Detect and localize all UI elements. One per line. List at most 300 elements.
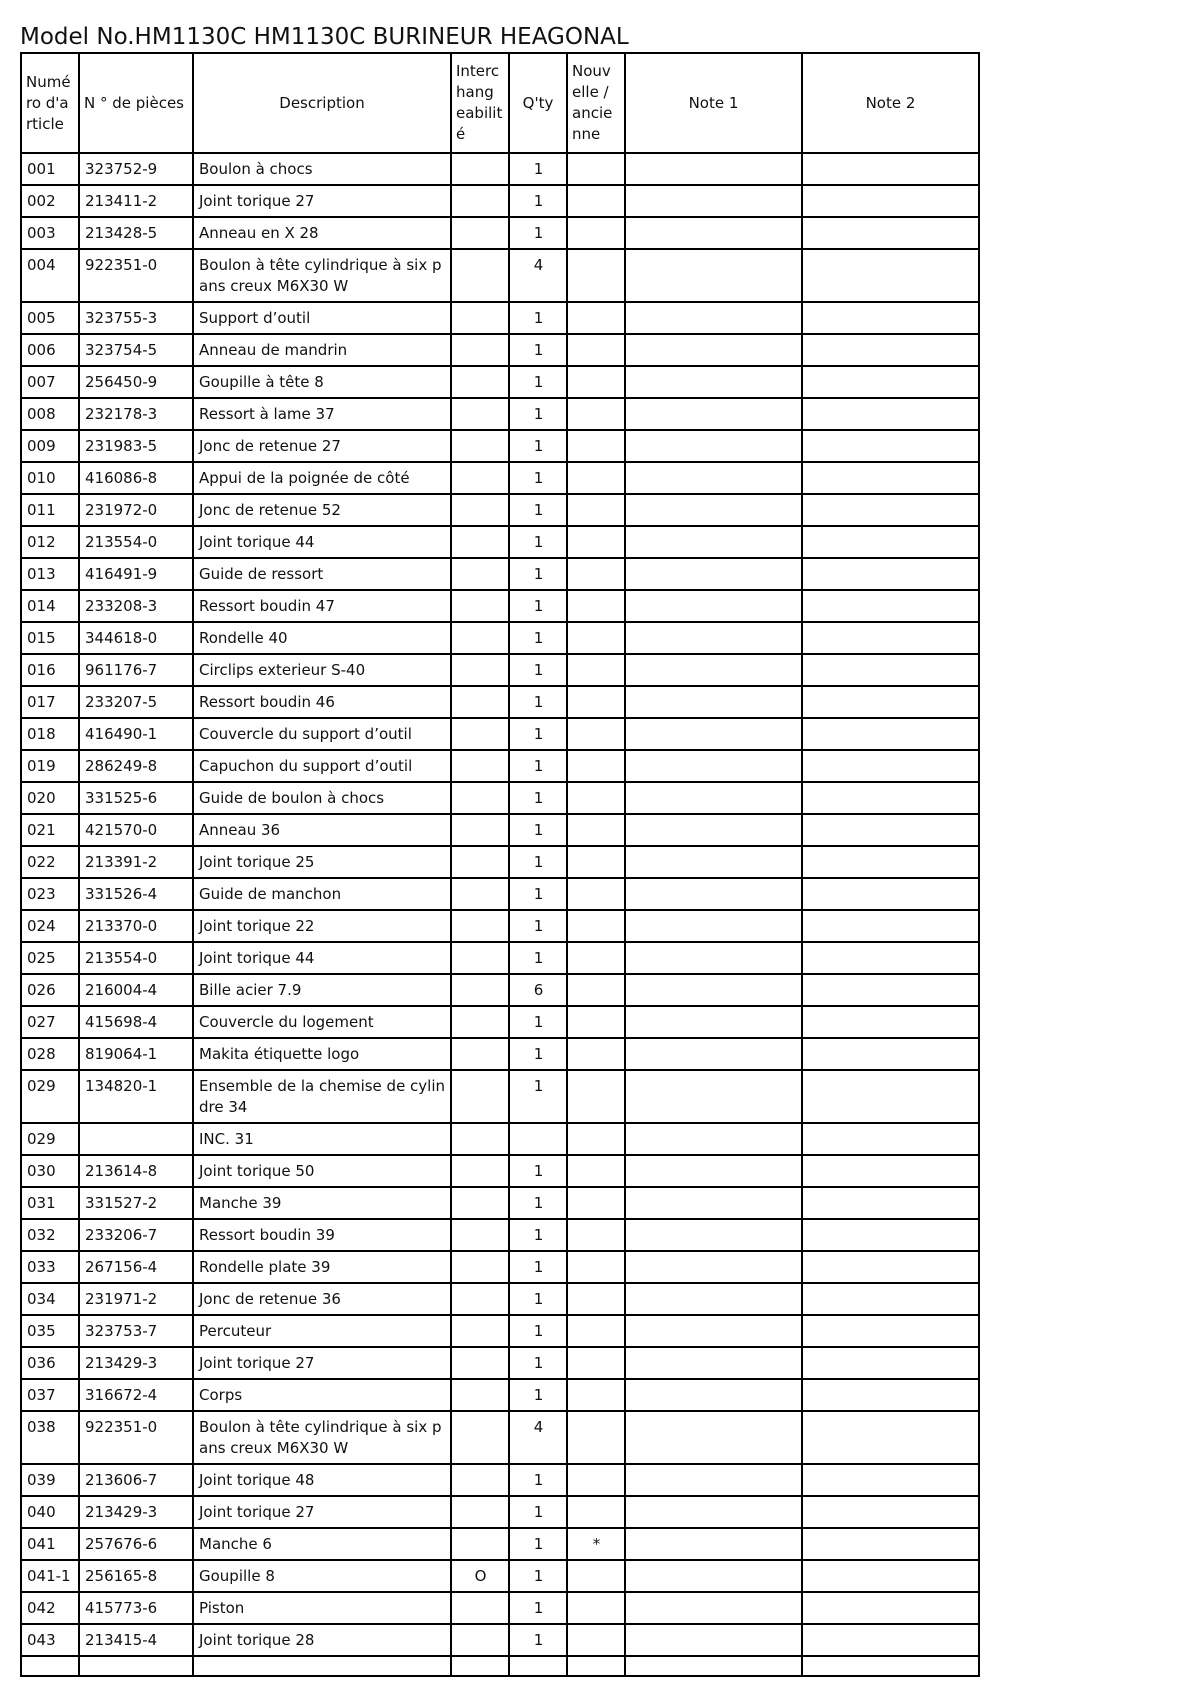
cell-item-no: 001 xyxy=(21,153,79,185)
cell-item-no: 018 xyxy=(21,718,79,750)
cell-part-no: 213554-0 xyxy=(79,526,193,558)
cell-note1 xyxy=(625,302,802,334)
cell-note1 xyxy=(625,1560,802,1592)
cell-new-old xyxy=(567,878,625,910)
table-row xyxy=(21,878,979,910)
cell-note1 xyxy=(625,1155,802,1187)
cell-interchangeability xyxy=(451,782,509,814)
cell-new-old xyxy=(567,1464,625,1496)
cell-interchangeability xyxy=(451,334,509,366)
cell-item-no: 004 xyxy=(21,249,79,302)
cell-new-old xyxy=(567,1315,625,1347)
cell-new-old xyxy=(567,1379,625,1411)
cell-qty: 1 xyxy=(509,590,567,622)
cell-item-no: 008 xyxy=(21,398,79,430)
cell-part-no xyxy=(79,1123,193,1155)
cell-note2 xyxy=(802,430,979,462)
cell-qty: 1 xyxy=(509,430,567,462)
cell-part-no: 421570-0 xyxy=(79,814,193,846)
cell-note1 xyxy=(625,686,802,718)
cell-new-old xyxy=(567,718,625,750)
cell-qty: 1 xyxy=(509,1251,567,1283)
table-header-row xyxy=(21,53,979,153)
cell-description: Boulon à tête cylindrique à six pans creux M6X30 W xyxy=(193,249,451,302)
cell-interchangeability xyxy=(451,910,509,942)
cell-note2 xyxy=(802,1560,979,1592)
cell-interchangeability xyxy=(451,462,509,494)
cell-new-old xyxy=(567,942,625,974)
cell-note1 xyxy=(625,654,802,686)
cell-note2 xyxy=(802,217,979,249)
cell-description: Capuchon du support d’outil xyxy=(193,750,451,782)
cell-item-no: 021 xyxy=(21,814,79,846)
table-row xyxy=(21,1592,979,1624)
cell-note2 xyxy=(802,398,979,430)
cell-part-no: 257676-6 xyxy=(79,1528,193,1560)
table-row xyxy=(21,430,979,462)
cell-new-old xyxy=(567,974,625,1006)
table-row xyxy=(21,686,979,718)
cell-qty: 1 xyxy=(509,1038,567,1070)
cell-part-no: 819064-1 xyxy=(79,1038,193,1070)
cell-note2 xyxy=(802,782,979,814)
cell-item-no: 011 xyxy=(21,494,79,526)
cell-description: Boulon à tête cylindrique à six pans creux M6X30 W xyxy=(193,1411,451,1464)
cell-new-old xyxy=(567,1006,625,1038)
cell-item-no: 007 xyxy=(21,366,79,398)
cell-part-no: 213429-3 xyxy=(79,1347,193,1379)
cell-description: Rondelle 40 xyxy=(193,622,451,654)
table-row xyxy=(21,1123,979,1155)
cell-description: Bille acier 7.9 xyxy=(193,974,451,1006)
cell-part-no: 232178-3 xyxy=(79,398,193,430)
cell-note1 xyxy=(625,1123,802,1155)
table-row xyxy=(21,249,979,302)
cell-item-no: 027 xyxy=(21,1006,79,1038)
cell-qty: 1 xyxy=(509,1379,567,1411)
cell-description: Appui de la poignée de côté xyxy=(193,462,451,494)
cell-item-no: 013 xyxy=(21,558,79,590)
cell-qty: 1 xyxy=(509,1187,567,1219)
cell-note2 xyxy=(802,974,979,1006)
cell-part-no: 233207-5 xyxy=(79,686,193,718)
cell-item-no: 005 xyxy=(21,302,79,334)
cell-note2 xyxy=(802,526,979,558)
cell-note1 xyxy=(625,590,802,622)
cell-qty: 1 xyxy=(509,1560,567,1592)
cell-part-no: 233208-3 xyxy=(79,590,193,622)
cell-note1 xyxy=(625,217,802,249)
cell-description: Couvercle du support d’outil xyxy=(193,718,451,750)
cell-new-old xyxy=(567,462,625,494)
table-row xyxy=(21,185,979,217)
table-row xyxy=(21,622,979,654)
cell-note2 xyxy=(802,1070,979,1123)
cell-interchangeability xyxy=(451,1070,509,1123)
cell-interchangeability xyxy=(451,750,509,782)
cell-note2 xyxy=(802,1411,979,1464)
cell-description: INC. 31 xyxy=(193,1123,451,1155)
cell-note1 xyxy=(625,846,802,878)
cell-interchangeability xyxy=(451,686,509,718)
cell-description: Jonc de retenue 27 xyxy=(193,430,451,462)
cell-description: Boulon à chocs xyxy=(193,153,451,185)
cell-interchangeability xyxy=(451,1464,509,1496)
cell-new-old xyxy=(567,622,625,654)
cell-item-no: 012 xyxy=(21,526,79,558)
cell-note2 xyxy=(802,302,979,334)
cell-interchangeability xyxy=(451,1528,509,1560)
cell-part-no: 231972-0 xyxy=(79,494,193,526)
table-row xyxy=(21,718,979,750)
cell-new-old xyxy=(567,1123,625,1155)
cell-part-no: 213614-8 xyxy=(79,1155,193,1187)
cell-part-no: 961176-7 xyxy=(79,654,193,686)
cell-note2 xyxy=(802,366,979,398)
cell-note1 xyxy=(625,1592,802,1624)
cell-qty: 1 xyxy=(509,814,567,846)
cell-qty: 1 xyxy=(509,1070,567,1123)
cell-description: Makita étiquette logo xyxy=(193,1038,451,1070)
table-row xyxy=(21,1379,979,1411)
table-row xyxy=(21,974,979,1006)
cell-new-old xyxy=(567,249,625,302)
cell-note2 xyxy=(802,590,979,622)
parts-table xyxy=(20,52,980,1677)
cell-item-no: 030 xyxy=(21,1155,79,1187)
cell-note2 xyxy=(802,686,979,718)
cell-part-no: 213429-3 xyxy=(79,1496,193,1528)
cell-note1 xyxy=(625,1528,802,1560)
cell-qty: 1 xyxy=(509,1347,567,1379)
cell-item-no: 043 xyxy=(21,1624,79,1656)
cell-part-no: 323754-5 xyxy=(79,334,193,366)
cell-qty: 1 xyxy=(509,153,567,185)
cell-new-old xyxy=(567,1155,625,1187)
cell-qty: 1 xyxy=(509,1624,567,1656)
cell-item-no: 020 xyxy=(21,782,79,814)
cell-interchangeability xyxy=(451,1347,509,1379)
cell-interchangeability xyxy=(451,1411,509,1464)
cell-note2 xyxy=(802,1038,979,1070)
cell-item-no: 035 xyxy=(21,1315,79,1347)
cell-qty: 1 xyxy=(509,878,567,910)
cell-part-no: 416086-8 xyxy=(79,462,193,494)
cell-note2 xyxy=(802,622,979,654)
cell-new-old xyxy=(567,910,625,942)
cell-qty: 1 xyxy=(509,526,567,558)
cell-part-no: 213428-5 xyxy=(79,217,193,249)
cell-note2 xyxy=(802,814,979,846)
cell-note1 xyxy=(625,1464,802,1496)
cell-new-old xyxy=(567,654,625,686)
table-row xyxy=(21,1624,979,1656)
cell-qty: 1 xyxy=(509,1528,567,1560)
cell-note1 xyxy=(625,1006,802,1038)
cell-note1 xyxy=(625,398,802,430)
cell-note2 xyxy=(802,910,979,942)
cell-qty: 1 xyxy=(509,654,567,686)
cell-part-no: 416490-1 xyxy=(79,718,193,750)
cell-item-no: 014 xyxy=(21,590,79,622)
table-row-partial xyxy=(21,1656,979,1676)
table-row xyxy=(21,846,979,878)
cell-new-old xyxy=(567,1496,625,1528)
table-row xyxy=(21,750,979,782)
cell-item-no: 006 xyxy=(21,334,79,366)
cell-new-old xyxy=(567,1070,625,1123)
cell-part-no: 331525-6 xyxy=(79,782,193,814)
cell-note1 xyxy=(625,1070,802,1123)
cell-new-old xyxy=(567,334,625,366)
cell-part-no: 331527-2 xyxy=(79,1187,193,1219)
cell-qty: 1 xyxy=(509,366,567,398)
cell-note1 xyxy=(625,782,802,814)
cell-qty: 1 xyxy=(509,302,567,334)
cell-note2 xyxy=(802,1123,979,1155)
cell-note1 xyxy=(625,462,802,494)
table-row xyxy=(21,558,979,590)
cell-item-no: 039 xyxy=(21,1464,79,1496)
cell-interchangeability xyxy=(451,878,509,910)
cell-new-old xyxy=(567,1187,625,1219)
table-row xyxy=(21,217,979,249)
cell-note1 xyxy=(625,366,802,398)
cell-description: Joint torique 44 xyxy=(193,526,451,558)
cell-note1 xyxy=(625,974,802,1006)
cell-qty: 1 xyxy=(509,1219,567,1251)
cell-qty: 1 xyxy=(509,398,567,430)
cell-qty: 1 xyxy=(509,1006,567,1038)
cell-item-no: 037 xyxy=(21,1379,79,1411)
table-row xyxy=(21,366,979,398)
cell-description: Guide de ressort xyxy=(193,558,451,590)
cell-note2 xyxy=(802,654,979,686)
cell-note1 xyxy=(625,1496,802,1528)
cell-part-no: 213391-2 xyxy=(79,846,193,878)
table-row xyxy=(21,494,979,526)
table-row xyxy=(21,1411,979,1464)
cell-description: Manche 6 xyxy=(193,1528,451,1560)
cell-new-old: * xyxy=(567,1528,625,1560)
col-header-note1: Note 1 xyxy=(625,53,802,153)
cell-new-old xyxy=(567,1624,625,1656)
cell-qty: 1 xyxy=(509,846,567,878)
cell-part-no: 213415-4 xyxy=(79,1624,193,1656)
table-row xyxy=(21,782,979,814)
cell-part-no: 256450-9 xyxy=(79,366,193,398)
table-row xyxy=(21,1560,979,1592)
cell-description: Joint torique 22 xyxy=(193,910,451,942)
cell-note1 xyxy=(625,1283,802,1315)
cell-interchangeability xyxy=(451,398,509,430)
cell-description: Manche 39 xyxy=(193,1187,451,1219)
table-row xyxy=(21,1347,979,1379)
cell-note1 xyxy=(625,526,802,558)
cell-part-no: 323753-7 xyxy=(79,1315,193,1347)
cell-new-old xyxy=(567,846,625,878)
cell-interchangeability xyxy=(451,430,509,462)
cell-note1 xyxy=(625,249,802,302)
cell-description: Guide de boulon à chocs xyxy=(193,782,451,814)
cell-item-no: 026 xyxy=(21,974,79,1006)
cell-qty: 1 xyxy=(509,1315,567,1347)
col-header-interchangeability: Interc hang eabilit é xyxy=(451,53,509,153)
cell-note2 xyxy=(802,462,979,494)
cell-new-old xyxy=(567,558,625,590)
cell-interchangeability xyxy=(451,1592,509,1624)
cell-note1 xyxy=(625,430,802,462)
cell-description: Support d’outil xyxy=(193,302,451,334)
cell-part-no: 415773-6 xyxy=(79,1592,193,1624)
cell-item-no: 002 xyxy=(21,185,79,217)
cell-description: Guide de manchon xyxy=(193,878,451,910)
col-header-new-old: Nouv elle / ancie nne xyxy=(567,53,625,153)
cell-item-no: 033 xyxy=(21,1251,79,1283)
table-row xyxy=(21,398,979,430)
cell-new-old xyxy=(567,1411,625,1464)
cell-part-no: 922351-0 xyxy=(79,1411,193,1464)
cell-note2 xyxy=(802,1006,979,1038)
cell-item-no: 036 xyxy=(21,1347,79,1379)
table-row xyxy=(21,1219,979,1251)
cell-item-no: 040 xyxy=(21,1496,79,1528)
cell-description: Ressort boudin 47 xyxy=(193,590,451,622)
cell-note1 xyxy=(625,1038,802,1070)
cell-interchangeability xyxy=(451,1283,509,1315)
table-row xyxy=(21,334,979,366)
cell-note1 xyxy=(625,1347,802,1379)
cell-note2 xyxy=(802,718,979,750)
cell-interchangeability xyxy=(451,1123,509,1155)
cell-item-no: 016 xyxy=(21,654,79,686)
cell-note2 xyxy=(802,1219,979,1251)
cell-description: Joint torique 25 xyxy=(193,846,451,878)
cell-qty: 4 xyxy=(509,1411,567,1464)
table-row xyxy=(21,1251,979,1283)
cell-new-old xyxy=(567,1283,625,1315)
cell-note2 xyxy=(802,153,979,185)
cell-description: Corps xyxy=(193,1379,451,1411)
cell-new-old xyxy=(567,153,625,185)
cell-item-no: 042 xyxy=(21,1592,79,1624)
cell-description: Joint torique 44 xyxy=(193,942,451,974)
table-row xyxy=(21,153,979,185)
cell-item-no: 017 xyxy=(21,686,79,718)
cell-note1 xyxy=(625,1379,802,1411)
cell-qty: 1 xyxy=(509,1496,567,1528)
cell-description: Anneau 36 xyxy=(193,814,451,846)
cell-item-no: 038 xyxy=(21,1411,79,1464)
cell-item-no: 028 xyxy=(21,1038,79,1070)
cell-part-no: 323752-9 xyxy=(79,153,193,185)
cell-interchangeability xyxy=(451,622,509,654)
col-header-item-no: Numé ro d'a rticle xyxy=(21,53,79,153)
cell-interchangeability xyxy=(451,654,509,686)
cell-item-no: 032 xyxy=(21,1219,79,1251)
empty-cell xyxy=(79,1656,193,1676)
cell-note1 xyxy=(625,878,802,910)
cell-note2 xyxy=(802,334,979,366)
cell-note1 xyxy=(625,622,802,654)
cell-note1 xyxy=(625,334,802,366)
cell-note1 xyxy=(625,942,802,974)
cell-part-no: 231971-2 xyxy=(79,1283,193,1315)
cell-note2 xyxy=(802,1528,979,1560)
col-header-note2: Note 2 xyxy=(802,53,979,153)
table-row xyxy=(21,1187,979,1219)
cell-note2 xyxy=(802,1592,979,1624)
cell-interchangeability xyxy=(451,1155,509,1187)
cell-note1 xyxy=(625,1251,802,1283)
cell-new-old xyxy=(567,398,625,430)
cell-note1 xyxy=(625,494,802,526)
cell-part-no: 233206-7 xyxy=(79,1219,193,1251)
cell-note1 xyxy=(625,750,802,782)
cell-qty: 6 xyxy=(509,974,567,1006)
cell-interchangeability xyxy=(451,1379,509,1411)
cell-description: Circlips exterieur S-40 xyxy=(193,654,451,686)
table-row xyxy=(21,1006,979,1038)
cell-interchangeability xyxy=(451,366,509,398)
cell-item-no: 009 xyxy=(21,430,79,462)
cell-note2 xyxy=(802,846,979,878)
cell-part-no: 331526-4 xyxy=(79,878,193,910)
page-title: Model No.HM1130C HM1130C BURINEUR HEAGONAL xyxy=(20,24,629,50)
cell-description: Joint torique 28 xyxy=(193,1624,451,1656)
cell-part-no: 216004-4 xyxy=(79,974,193,1006)
col-header-description: Description xyxy=(193,53,451,153)
cell-interchangeability xyxy=(451,1187,509,1219)
table-row xyxy=(21,1283,979,1315)
cell-interchangeability xyxy=(451,558,509,590)
cell-description: Rondelle plate 39 xyxy=(193,1251,451,1283)
cell-note1 xyxy=(625,1624,802,1656)
cell-note2 xyxy=(802,1283,979,1315)
cell-description: Joint torique 27 xyxy=(193,185,451,217)
cell-note2 xyxy=(802,878,979,910)
cell-item-no: 023 xyxy=(21,878,79,910)
cell-part-no: 213411-2 xyxy=(79,185,193,217)
table-row xyxy=(21,1155,979,1187)
cell-note1 xyxy=(625,814,802,846)
cell-new-old xyxy=(567,782,625,814)
cell-note1 xyxy=(625,1187,802,1219)
cell-new-old xyxy=(567,1219,625,1251)
cell-item-no: 041 xyxy=(21,1528,79,1560)
table-row xyxy=(21,590,979,622)
cell-new-old xyxy=(567,590,625,622)
cell-part-no: 213606-7 xyxy=(79,1464,193,1496)
cell-note2 xyxy=(802,494,979,526)
cell-description: Jonc de retenue 52 xyxy=(193,494,451,526)
cell-part-no: 213554-0 xyxy=(79,942,193,974)
cell-new-old xyxy=(567,750,625,782)
cell-note1 xyxy=(625,1219,802,1251)
cell-qty: 1 xyxy=(509,1283,567,1315)
cell-interchangeability xyxy=(451,1038,509,1070)
cell-item-no: 025 xyxy=(21,942,79,974)
cell-interchangeability xyxy=(451,185,509,217)
empty-cell xyxy=(21,1656,79,1676)
cell-note2 xyxy=(802,558,979,590)
cell-item-no: 019 xyxy=(21,750,79,782)
table-row xyxy=(21,654,979,686)
cell-part-no: 267156-4 xyxy=(79,1251,193,1283)
cell-interchangeability xyxy=(451,1006,509,1038)
cell-description: Ensemble de la chemise de cylindre 34 xyxy=(193,1070,451,1123)
cell-qty: 1 xyxy=(509,334,567,366)
